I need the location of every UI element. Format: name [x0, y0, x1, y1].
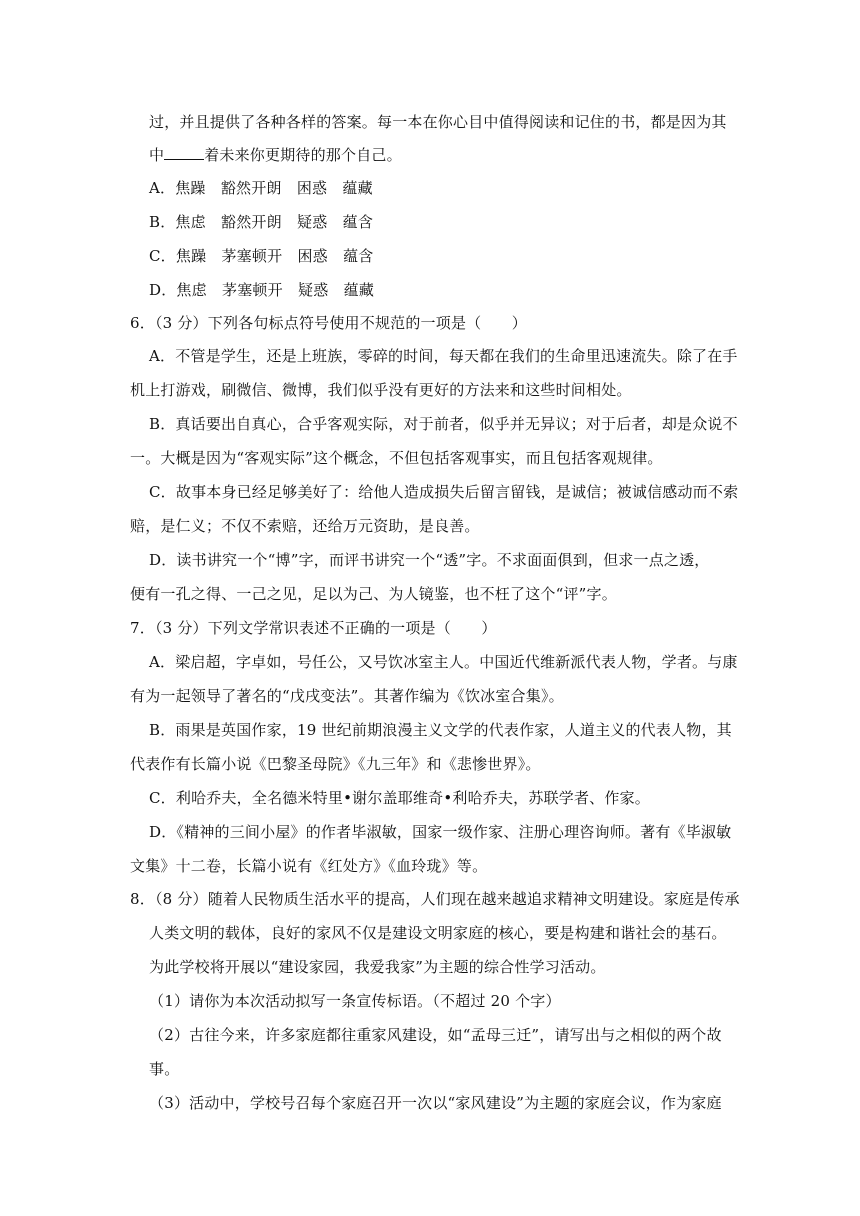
q6-option-c-line-1: C．故事本身已经足够美好了：给他人造成损失后留言留钱，是诚信；被诚信感动而不索	[149, 483, 739, 501]
q5-option-a: A．焦躁 豁然开朗 困惑 蕴藏	[149, 179, 373, 197]
q6-option-b-line-1: B．真话要出自真心，合乎客观实际，对于前者，似乎并无异议；对于后者，却是众说不	[149, 415, 738, 433]
q8-part-3-line-1: （3）活动中，学校号召每个家庭召开一次以“家风建设”为主题的家庭会议，作为家庭	[149, 1094, 722, 1112]
q8-stem-line-1: 8．（8 分）随着人民物质生活水平的提高，人们现在越来越追求精神文明建设。家庭是传承	[130, 890, 740, 908]
q8-part-2-line-2: 事。	[149, 1060, 180, 1078]
q8-stem-line-3: 为此学校将开展以“建设家园，我爱我家”为主题的综合性学习活动。	[149, 958, 606, 976]
q8-stem-line-2: 人类文明的载体，良好的家风不仅是建设文明家庭的核心，要是构建和谐社会的基石。	[149, 924, 727, 942]
fill-in-blank	[164, 145, 204, 160]
q5-continuation-line-1: 过，并且提供了各种各样的答案。每一本在你心目中值得阅读和记住的书，都是因为其	[149, 113, 727, 131]
q5-cont-suffix: 着未来你更期待的那个自己。	[204, 146, 402, 164]
q7-option-d-line-1: D．《精神的三间小屋》的作者毕淑敏，国家一级作家、注册心理咨询师。著有《毕淑敏	[149, 823, 732, 841]
q7-option-a-line-1: A．梁启超，字卓如，号任公，又号饮冰室主人。中国近代维新派代表人物，学者。与康	[149, 653, 738, 671]
q8-part-1: （1）请你为本次活动拟写一条宣传标语。（不超过 20 个字）	[149, 992, 561, 1010]
q7-option-b-line-2: 代表作有长篇小说《巴黎圣母院》《九三年》和《悲惨世界》。	[130, 755, 541, 773]
q6-option-a-line-2: 机上打游戏，刷微信、微博，我们似乎没有更好的方法来和这些时间相处。	[130, 381, 632, 399]
q6-option-b-line-2: 一。大概是因为“客观实际”这个概念，不但包括客观事实，而且包括客观规律。	[130, 449, 663, 467]
q7-option-a-line-2: 有为一起领导了著名的“戊戌变法”。其著作编为《饮冰室合集》。	[130, 687, 564, 705]
q5-option-d: D．焦虑 茅塞顿开 疑惑 蕴藏	[149, 281, 375, 299]
q6-option-a-line-1: A．不管是学生，还是上班族，零碎的时间，每天都在我们的生命里迅速流失。除了在手	[149, 347, 738, 365]
q5-cont-prefix: 中	[149, 146, 165, 164]
q6-option-d-line-1: D．读书讲究一个“博”字，而评书讲究一个“透”字。不求面面俱到，但求一点之透，	[149, 551, 710, 569]
q8-part-2-line-1: （2）古往今来，许多家庭都往重家风建设，如“孟母三迁”，请写出与之相似的两个故	[149, 1026, 722, 1044]
q5-continuation-line-2	[149, 145, 402, 165]
q6-option-c-line-2: 赔，是仁义；不仅不索赔，还给万元资助，是良善。	[130, 517, 480, 535]
q5-option-c: C．焦躁 茅塞顿开 困惑 蕴含	[149, 247, 374, 265]
q7-option-b-line-1: B．雨果是英国作家，19 世纪前期浪漫主义文学的代表作家，人道主义的代表人物，其	[149, 721, 732, 739]
q7-option-d-line-2: 文集》十二卷，长篇小说有《红处方》《血玲珑》等。	[130, 857, 488, 875]
q7-stem: 7．（3 分）下列文学常识表述不正确的一项是（ ）	[130, 619, 497, 637]
q6-option-d-line-2: 便有一孔之得、一己之见，足以为己、为人镜鉴，也不枉了这个“评”字。	[130, 585, 617, 603]
q5-option-b: B．焦虑 豁然开朗 疑惑 蕴含	[149, 213, 374, 231]
q7-option-c-line-1: C．利哈乔夫，全名德米特里•谢尔盖耶维奇•利哈乔夫，苏联学者、作家。	[149, 789, 650, 807]
q6-stem: 6．（3 分）下列各句标点符号使用不规范的一项是（ ）	[130, 314, 527, 332]
